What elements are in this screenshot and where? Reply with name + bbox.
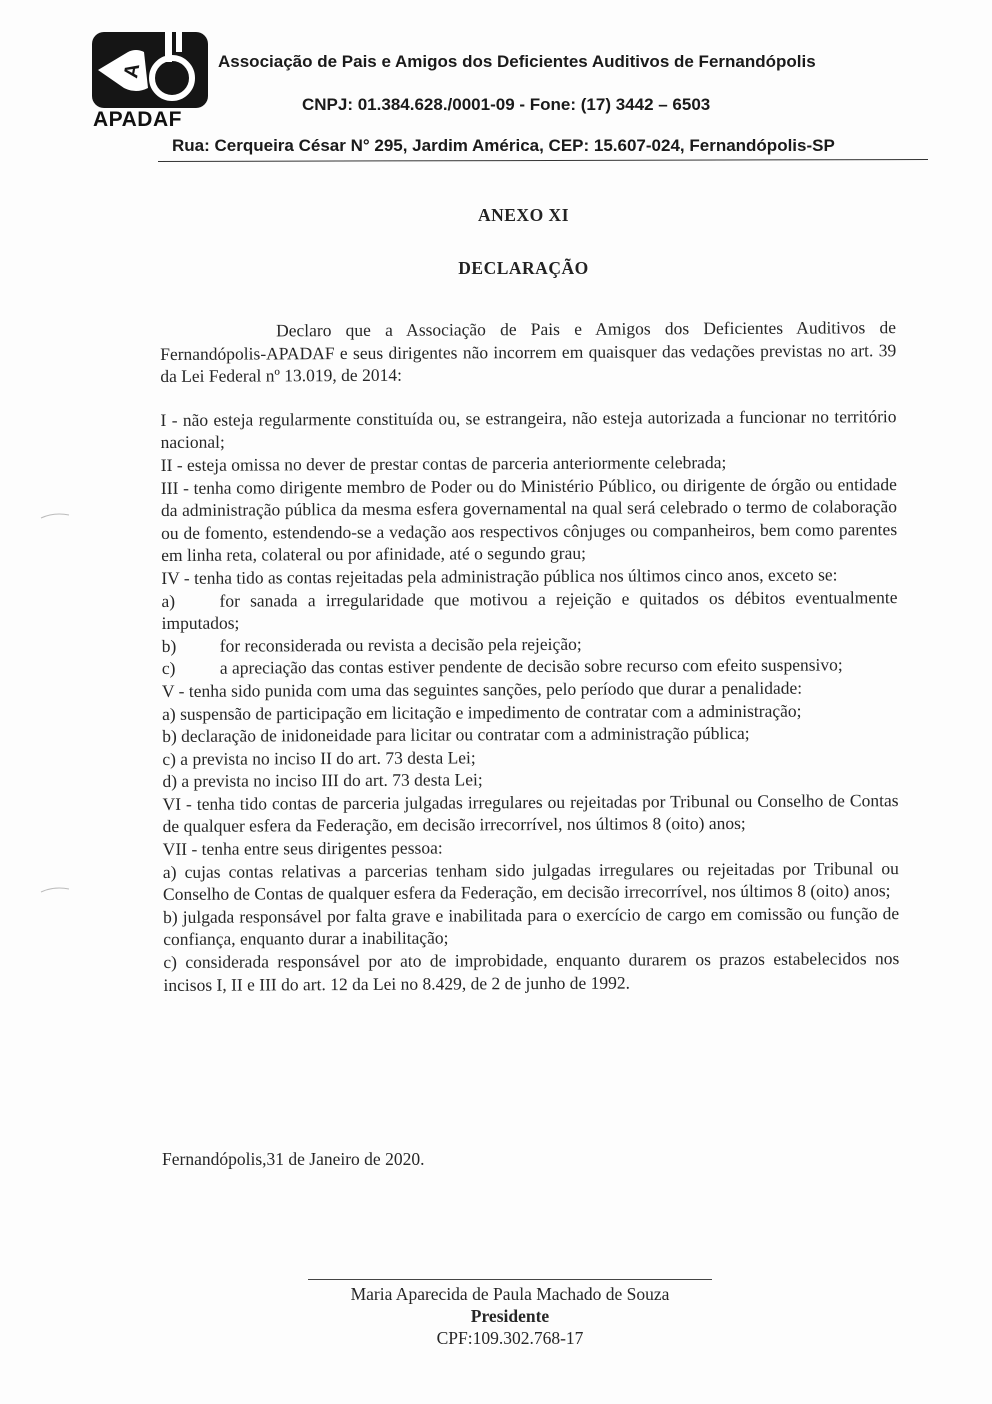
item-v-d: d) a prevista no inciso III do art. 73 desta Lei; — [162, 769, 483, 792]
item-i: I - não esteja regularmente constituída ou, se estrangeira, não esteja autorizada a funcionar no território nacional; — [160, 405, 897, 453]
logo-wordmark: APADAF — [93, 108, 182, 131]
scan-mark — [40, 512, 70, 520]
sub-text: for sanada a irregularidade que motivou a rejeição e quitados os débitos eventualmente imputados; — [161, 586, 898, 634]
item-v: V - tenha sido punida com uma das seguintes sanções, pelo período que durar a penalidade: — [161, 677, 803, 701]
item-vii-a: a) cujas contas relativas a parcerias tenham sido julgadas irregulares ou rejeitadas por Tribunal ou Conselho de Contas de qualquer esfera da Federação, em decisão irrecorrível, nos últimos 8 (oito) anos; — [162, 857, 899, 905]
signatory-cpf: CPF:109.302.768-17 — [436, 1328, 584, 1348]
item-iv-a — [161, 586, 897, 635]
org-name: Associação de Pais e Amigos dos Deficientes Auditivos de Fernandópolis — [218, 52, 816, 71]
sub-text: a apreciação das contas estiver pendente de decisão sobre recurso com efeito suspensivo; — [219, 654, 843, 679]
scan-mark — [40, 886, 70, 894]
item-vii-b: b) julgada responsável por falta grave e inabilitada para o exercício de cargo em comissão ou função de confiança, enquanto durar a inabilitação; — [163, 902, 900, 950]
sub-text: for reconsiderada ou revista a decisão pela rejeição; — [219, 633, 582, 656]
item-ii: II - esteja omissa no dever de prestar contas de parceria anteriormente celebrada; — [160, 452, 727, 475]
item-vii: VII - tenha entre seus dirigentes pessoa: — [162, 837, 443, 860]
sub-label: a) — [161, 590, 176, 611]
signature-line — [308, 1279, 712, 1280]
header-divider — [158, 159, 928, 162]
cnpj-phone-line: CNPJ: 01.384.628./0001-09 - Fone: (17) 3442 – 6503 — [302, 95, 711, 114]
svg-text:A: A — [120, 61, 145, 80]
declaration-title: DECLARAÇÃO — [458, 258, 589, 278]
item-iii: III - tenha como dirigente membro de Poder ou do Ministério Público, ou dirigente de órgão ou entidade da administração pública da mesma esfera governamental na qual será celebrado o termo de colaboração ou de fomento, estendendo-se a vedação aos respectivos cônjuges ou companheiros, bem como parentes em linha reta, colateral ou por afinidade, até o segundo grau; — [160, 473, 898, 566]
sub-label: b) — [161, 635, 177, 656]
item-v-c: c) a prevista no inciso II do art. 73 desta Lei; — [162, 747, 476, 769]
item-v-a: a) suspensão de participação em licitação e impedimento de contratar com a administração; — [162, 700, 802, 724]
intro-paragraph: Declaro que a Associação de Pais e Amigos dos Deficientes Auditivos de Fernandópolis-APADAF e seus dirigentes não incorrem em quaisquer das vedações previstas no art. 39 da Lei Federal nº 13.019, de 2014: — [160, 317, 897, 387]
signatory-role: Presidente — [470, 1306, 550, 1326]
item-v-b: b) declaração de inidoneidade para licitar ou contratar com a administração pública; — [162, 723, 750, 747]
signatory-name: Maria Aparecida de Paula Machado de Souza — [350, 1284, 670, 1304]
item-vii-c: c) considerada responsável por ato de improbidade, enquanto durarem os prazos estabelecidos nos incisos I, II e III do art. 12 da Lei no 8.429, de 2 de junho de 1992. — [163, 948, 900, 995]
item-vi: VI - tenha tido contas de parceria julgadas irregulares ou rejeitadas por Tribunal ou Conselho de Contas de qualquer esfera da Federação, em decisão irrecorrível, nos últimos 8 (oito) anos; — [162, 790, 899, 837]
address-line: Rua: Cerqueira César N° 295, Jardim América, CEP: 15.607-024, Fernandópolis-SP — [172, 136, 835, 155]
item-iv: IV - tenha tido as contas rejeitadas pela administração pública nos últimos cinco anos, exceto se: — [161, 564, 838, 588]
annex-title: ANEXO XI — [477, 205, 570, 225]
declaration-body — [160, 316, 900, 996]
place-date: Fernandópolis,31 de Janeiro de 2020. — [162, 1149, 425, 1169]
sub-label: c) — [161, 658, 176, 679]
